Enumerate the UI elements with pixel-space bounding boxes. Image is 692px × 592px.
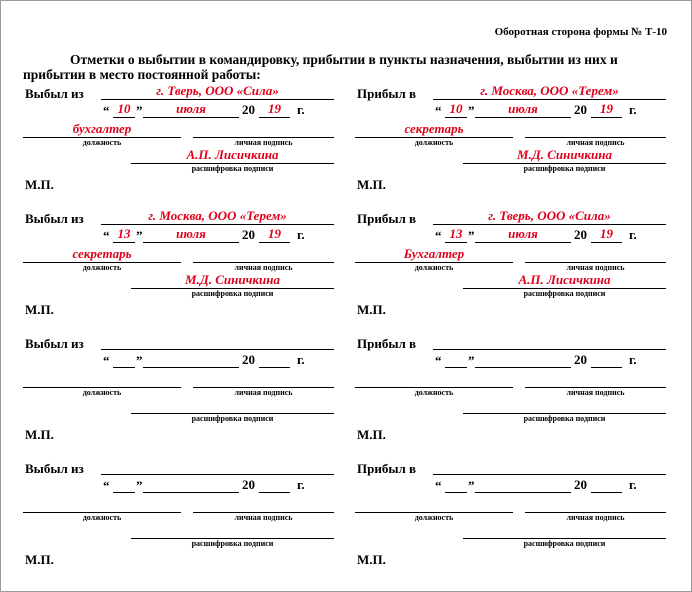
month-line <box>143 242 239 243</box>
quote-close: ” <box>136 103 143 118</box>
position-caption: должность <box>82 263 122 272</box>
day-value: 10 <box>449 101 463 116</box>
year-prefix: 20 <box>242 102 255 117</box>
stamp-label: М.П. <box>357 552 386 567</box>
year-suffix: г. <box>629 477 637 492</box>
quote-open: “ <box>103 228 110 243</box>
year-line <box>259 117 290 118</box>
decoding-caption: расшифровка подписи <box>523 414 606 423</box>
position-caption: должность <box>414 138 454 147</box>
quote-open: “ <box>103 478 110 493</box>
year-prefix: 20 <box>574 477 587 492</box>
name-value: А.П. Лисичкина <box>186 147 279 162</box>
day-line <box>445 242 467 243</box>
quote-close: ” <box>468 478 475 493</box>
year-value: 19 <box>600 101 613 116</box>
position-caption: должность <box>82 138 122 147</box>
place-line <box>433 224 666 225</box>
position-value: бухгалтер <box>72 121 132 136</box>
position-value: Бухгалтер <box>403 246 465 261</box>
place-line <box>433 99 666 100</box>
stamp-label: М.П. <box>25 552 54 567</box>
signature-caption: личная подпись <box>566 138 625 147</box>
place-line <box>101 474 334 475</box>
quote-open: “ <box>435 228 442 243</box>
form-header: Оборотная сторона формы № Т-10 <box>494 26 667 38</box>
position-value: секретарь <box>404 121 464 136</box>
year-prefix: 20 <box>242 352 255 367</box>
year-prefix: 20 <box>574 227 587 242</box>
day-line <box>113 242 135 243</box>
position-value: секретарь <box>72 246 132 261</box>
day-line <box>113 117 135 118</box>
travel-mark-block <box>355 83 675 206</box>
signature-caption: личная подпись <box>234 388 293 397</box>
year-line <box>591 117 622 118</box>
block-label: Прибыл в <box>357 461 417 476</box>
month-value: июля <box>176 101 206 116</box>
block-label: Выбыл из <box>25 336 84 351</box>
year-value: 19 <box>268 226 281 241</box>
year-line <box>591 242 622 243</box>
travel-mark-block <box>23 336 343 456</box>
block-label: Выбыл из <box>25 211 84 226</box>
month-line <box>475 367 571 368</box>
quote-open: “ <box>435 353 442 368</box>
form-title: Отметки о выбытии в командировку, прибытии в пункты назначения, выбытии из них и прибытии в место постоянной работы: <box>23 52 618 82</box>
position-caption: должность <box>82 388 122 397</box>
year-suffix: г. <box>297 352 305 367</box>
year-suffix: г. <box>297 102 305 117</box>
place-value: г. Тверь, ООО «Сила» <box>488 208 611 223</box>
month-line <box>143 492 239 493</box>
signature-caption: личная подпись <box>234 513 293 522</box>
quote-close: ” <box>136 228 143 243</box>
quote-close: ” <box>468 228 475 243</box>
decoding-caption: расшифровка подписи <box>191 414 274 423</box>
quote-open: “ <box>435 103 442 118</box>
day-line <box>113 492 135 493</box>
month-value: июля <box>176 226 206 241</box>
travel-mark-block <box>23 83 343 206</box>
month-line <box>143 367 239 368</box>
day-line <box>445 367 467 368</box>
place-line <box>101 224 334 225</box>
quote-close: ” <box>468 103 475 118</box>
position-caption: должность <box>82 513 122 522</box>
position-caption: должность <box>414 513 454 522</box>
decoding-caption: расшифровка подписи <box>191 164 274 173</box>
block-label: Прибыл в <box>357 211 417 226</box>
stamp-label: М.П. <box>25 427 54 442</box>
quote-close: ” <box>136 478 143 493</box>
name-value: М.Д. Синичкина <box>517 147 612 162</box>
signature-caption: личная подпись <box>566 388 625 397</box>
year-prefix: 20 <box>242 477 255 492</box>
day-line <box>445 117 467 118</box>
quote-open: “ <box>103 353 110 368</box>
quote-open: “ <box>435 478 442 493</box>
stamp-label: М.П. <box>357 177 386 192</box>
stamp-label: М.П. <box>25 302 54 317</box>
place-line <box>101 349 334 350</box>
year-line <box>259 242 290 243</box>
day-value: 10 <box>117 101 131 116</box>
signature-caption: личная подпись <box>234 263 293 272</box>
name-value: М.Д. Синичкина <box>185 272 280 287</box>
year-suffix: г. <box>629 352 637 367</box>
year-value: 19 <box>268 101 281 116</box>
travel-mark-block <box>355 336 675 456</box>
quote-open: “ <box>103 103 110 118</box>
day-value: 13 <box>449 226 463 241</box>
year-line <box>259 367 290 368</box>
block-label: Выбыл из <box>25 86 84 101</box>
decoding-caption: расшифровка подписи <box>523 164 606 173</box>
decoding-caption: расшифровка подписи <box>191 289 274 298</box>
year-prefix: 20 <box>574 102 587 117</box>
signature-caption: личная подпись <box>234 138 293 147</box>
year-line <box>591 367 622 368</box>
day-line <box>445 492 467 493</box>
year-prefix: 20 <box>574 352 587 367</box>
stamp-label: М.П. <box>25 177 54 192</box>
month-value: июля <box>508 101 538 116</box>
travel-mark-block <box>355 461 675 581</box>
day-line <box>113 367 135 368</box>
stamp-label: М.П. <box>357 302 386 317</box>
signature-caption: личная подпись <box>566 263 625 272</box>
year-suffix: г. <box>629 227 637 242</box>
place-value: г. Тверь, ООО «Сила» <box>156 83 279 98</box>
name-value: А.П. Лисичкина <box>518 272 611 287</box>
day-value: 13 <box>117 226 131 241</box>
quote-close: ” <box>136 353 143 368</box>
decoding-caption: расшифровка подписи <box>523 539 606 548</box>
place-value: г. Москва, ООО «Терем» <box>148 208 287 223</box>
place-value: г. Москва, ООО «Терем» <box>480 83 619 98</box>
place-line <box>101 99 334 100</box>
position-caption: должность <box>414 263 454 272</box>
month-line <box>475 117 571 118</box>
year-suffix: г. <box>297 227 305 242</box>
decoding-caption: расшифровка подписи <box>191 539 274 548</box>
quote-close: ” <box>468 353 475 368</box>
year-line <box>591 492 622 493</box>
block-label: Прибыл в <box>357 86 417 101</box>
year-line <box>259 492 290 493</box>
year-value: 19 <box>600 226 613 241</box>
signature-caption: личная подпись <box>566 513 625 522</box>
month-line <box>475 242 571 243</box>
place-line <box>433 474 666 475</box>
year-prefix: 20 <box>242 227 255 242</box>
travel-mark-block <box>23 208 343 331</box>
month-line <box>475 492 571 493</box>
year-suffix: г. <box>629 102 637 117</box>
month-value: июля <box>508 226 538 241</box>
travel-mark-block <box>355 208 675 331</box>
month-line <box>143 117 239 118</box>
decoding-caption: расшифровка подписи <box>523 289 606 298</box>
position-caption: должность <box>414 388 454 397</box>
stamp-label: М.П. <box>357 427 386 442</box>
travel-mark-block <box>23 461 343 581</box>
block-label: Выбыл из <box>25 461 84 476</box>
block-label: Прибыл в <box>357 336 417 351</box>
year-suffix: г. <box>297 477 305 492</box>
place-line <box>433 349 666 350</box>
